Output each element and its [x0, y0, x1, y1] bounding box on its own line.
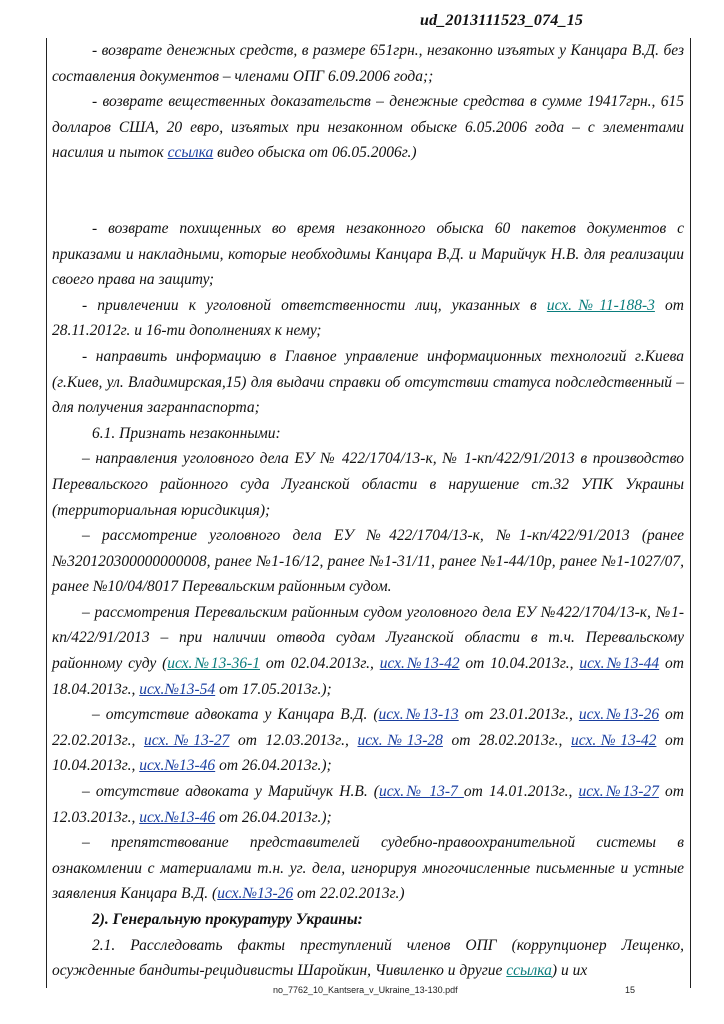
link-13-27[interactable]: исх.№13-27 — [143, 731, 230, 749]
paragraph-prosecution: - привлечении к уголовной ответственности лиц, указанных в исх.№11-188-3 от 28.11.2012г. и 16-ти дополнениях к нему; — [52, 296, 685, 340]
link-ssylka-opg[interactable]: ссылка — [506, 962, 552, 980]
left-margin-line — [46, 38, 47, 988]
paragraph-case-direction: – направления уголовного дела ЕУ № 422/1704/13-к, № 1-кп/422/91/2013 в производство Перевальского районного суда Луганской области в нарушение ст.32 УПК Украины (территориальная юрисдикция); — [52, 450, 684, 519]
blank-gap — [52, 166, 684, 216]
document-id: ud_2013111523_074_15 — [420, 12, 584, 29]
link-13-26[interactable]: исх.№13-26 — [217, 885, 294, 903]
paragraph-no-lawyer-mariychuk: – отсутствие адвоката у Марийчук Н.В. (исх.№ 13-7 от 14.01.2013г., исх.№13-27 от 12.03.2013г., исх.№13-46 от 26.04.2013г.); — [52, 783, 684, 826]
footer-page-number: 15 — [625, 985, 636, 995]
link-13-26-part2[interactable]: 26 — [643, 706, 660, 724]
link-13-13[interactable]: исх.№13-13 — [378, 706, 459, 724]
link-ssylka-video[interactable]: ссылка — [167, 144, 214, 162]
document-body — [52, 38, 684, 984]
paragraph-return-documents: - возврате похищенных во время незаконного обыска 60 пакетов документов с приказами и накладными, которые необходимы Канцара В.Д. и Марийчук Н.В. для реализации своего права на защиту; — [52, 219, 684, 289]
paragraph-2-1: 2.1. Расследовать факты преступлений членов ОПГ (коррупционер Лещенко, осужденные бандиты-рецидивисты Шаройкин, Чивиленко и другие ссылка) и их — [52, 936, 684, 980]
link-13-36-1[interactable]: исх.№13-36-1 — [167, 655, 260, 673]
link-13-46-a[interactable]: исх.№13-46 — [139, 757, 216, 775]
paragraph-info-request: - направить информацию в Главное управление информационных технологий г.Киева (г.Киев, ул. Владимирская,15) для выдачи справки об отсутствии статуса подследственный – для получения загранпаспорта; — [52, 347, 684, 417]
paragraph-2-heading: 2). Генеральную прокуратуру Украины: — [92, 911, 363, 928]
link-13-42-part2[interactable]: №13-42 — [596, 731, 657, 749]
right-margin-line — [690, 38, 691, 988]
paragraph-review-despite-recusal: – рассмотрения Перевальским районным судом уголовного дела ЕУ №422/1704/13-к, №1-кп/422/91/2013 – при наличии отвода судам Луганской области в т.ч. Перевальскому районному суду (исх.№13-36-1 от 02.04.2013г., исх.№13-42 от 10.04.2013г., исх.№13-44 от 18.04.2013г., исх.№13-54 от 17.05.2013г.); — [52, 603, 684, 698]
paragraph-case-review: – рассмотрение уголовного дела ЕУ №422/1704/13-к, №1-кп/422/91/2013 (ранее №320120300000000008, ранее №1-16/12, ранее №1-31/11, ранее №1-44/10р, ранее №1-1027/07, ранее №10/04/8017 Перевальским районным судом. — [52, 527, 684, 596]
paragraph-return-funds: - возврате денежных средств, в размере 651грн., незаконно изъятых у Канцара В.Д. без составления документов – членами ОПГ 6.09.2006 года;; — [52, 42, 684, 85]
link-11-188-3[interactable]: исх.№11-188-3 — [546, 296, 655, 314]
link-13-42-part1[interactable]: исх. — [571, 731, 597, 749]
link-13-28[interactable]: исх.№13-28 — [357, 731, 443, 749]
footer-filename: no_7762_10_Kantsera_v_Ukraine_13-130.pdf — [273, 985, 458, 995]
link-13-27-part2[interactable]: №13-27 — [603, 783, 659, 801]
paragraph-return-evidence: - возврате вещественных доказательств – денежные средства в сумме 19417грн., 615 долларов США, 20 евро, изъятых при незаконном обыске 6.05.2006 года – с элементами насилия и пыток ссылка видео обыска от 06.05.2006г.) — [52, 93, 684, 162]
link-13-42[interactable]: исх.№13-42 — [379, 655, 460, 673]
link-13-7[interactable]: исх.№ 13-7 — [378, 783, 464, 801]
paragraph-6-1-heading: 6.1. Признать незаконными: — [92, 424, 281, 442]
link-13-26-part1[interactable]: исх.№13- — [578, 706, 644, 724]
paragraph-no-lawyer-kantsara: – отсутствие адвоката у Канцара В.Д. (исх.№13-13 от 23.01.2013г., исх.№13-26 от 22.02.2013г., исх.№13-27 от 12.03.2013г., исх.№13-28 от 28.02.2013г., исх.№13-42 от 10.04.2013г., исх.№13-46 от 26.04.2013г.); — [52, 706, 684, 775]
link-13-46-b[interactable]: исх.№13-46 — [139, 808, 216, 826]
link-13-27-part1[interactable]: исх. — [578, 783, 604, 801]
link-13-44[interactable]: исх.№13-44 — [579, 655, 660, 673]
link-13-54[interactable]: исх.№13-54 — [139, 680, 216, 698]
paragraph-obstruction: – препятствование представителей судебно-правоохранительной системы в ознакомлении с материалами т.н. уг. дела, игнорируя многочисленные письменные и устные заявления Канцара В.Д. (исх.№13-26 от 22.02.2013г.) — [52, 834, 684, 903]
